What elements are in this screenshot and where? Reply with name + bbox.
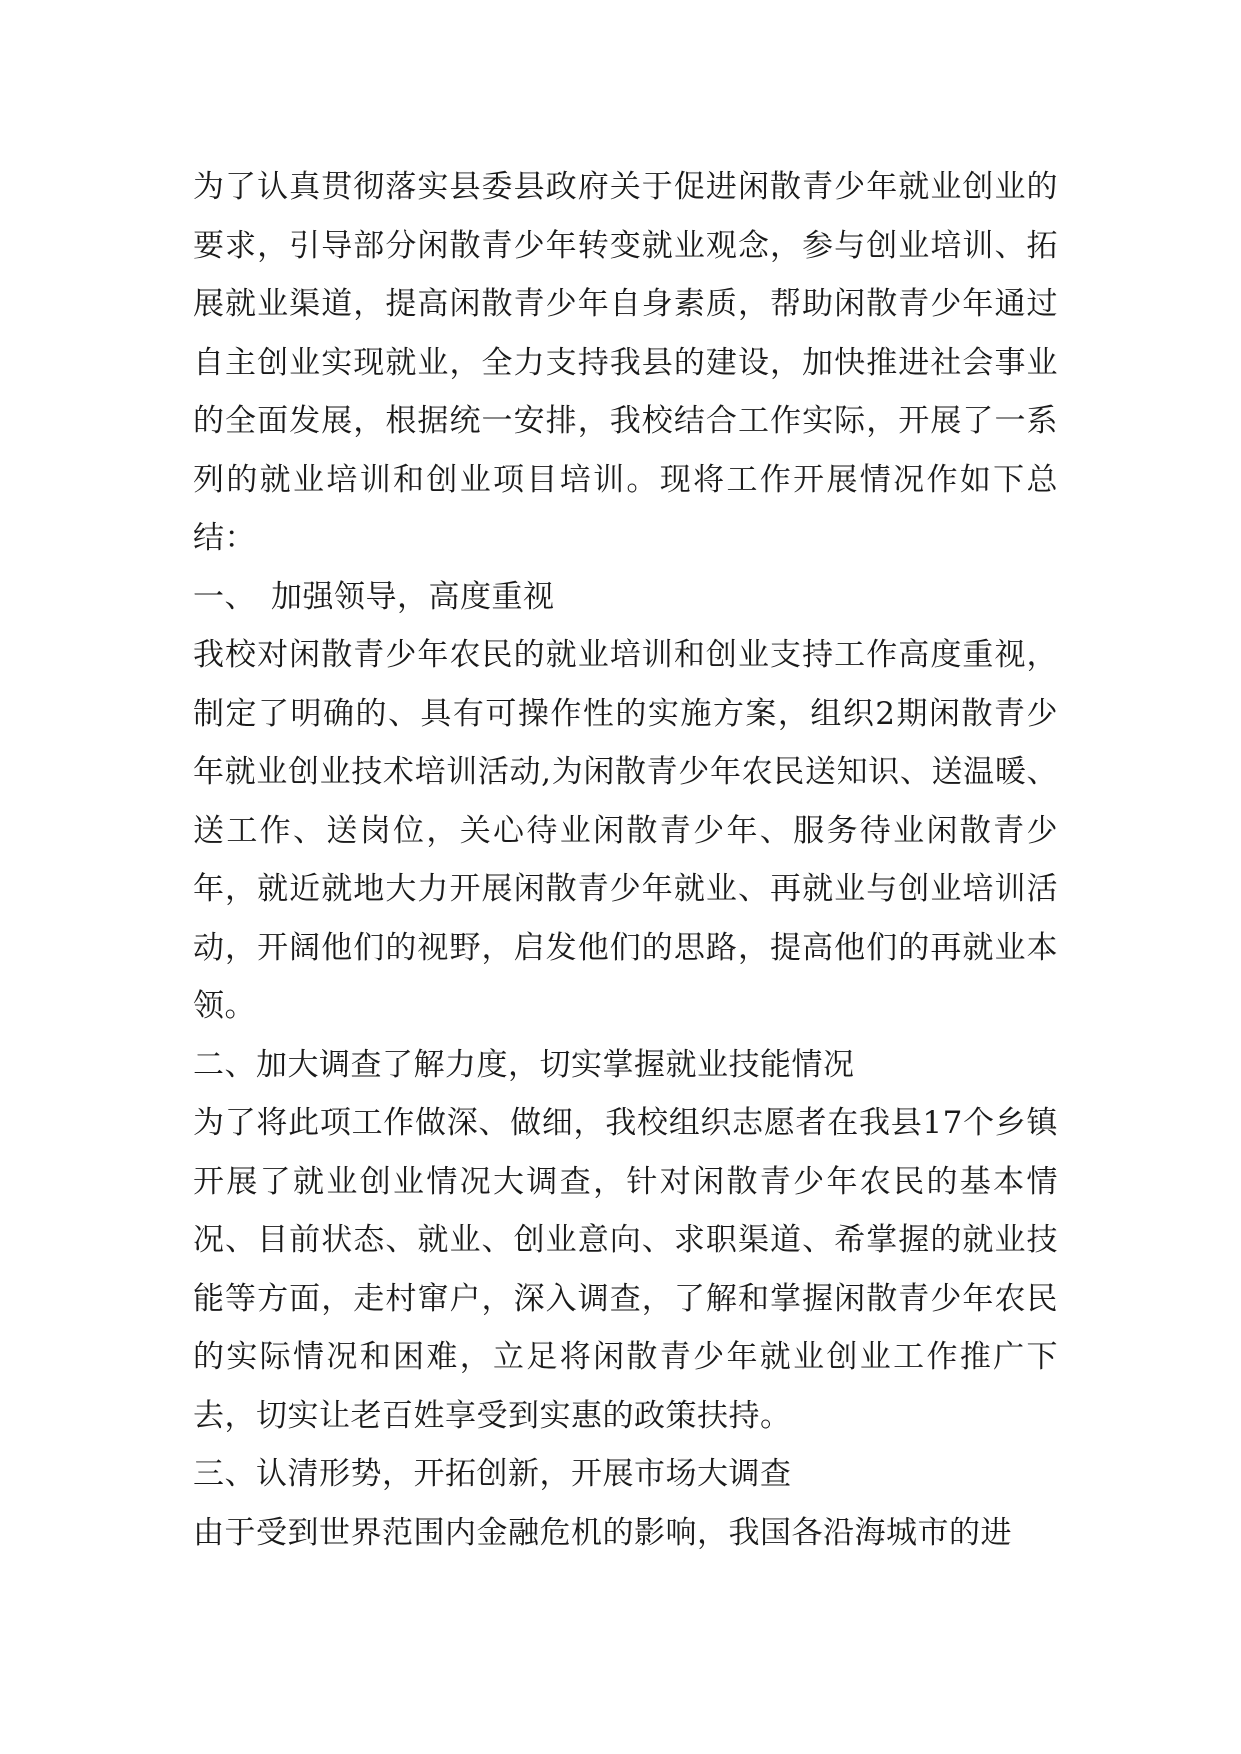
section-heading-1 [193, 568, 1058, 627]
section-number-3: 三、 [193, 1456, 256, 1492]
section-heading-3 [193, 1445, 1058, 1504]
section-number-1: 一、 [193, 578, 256, 615]
section-title-2: 加大调查了解力度，切实掌握就业技能情况 [256, 1046, 855, 1083]
section-3-paragraph: 由于受到世界范围内金融危机的影响，我国各沿海城市的进 [193, 1514, 1012, 1551]
section-number-2: 二、 [193, 1046, 256, 1083]
document-body [193, 158, 1058, 1562]
section-title-3: 认清形势，开拓创新，开展市场大调查 [256, 1456, 792, 1492]
section-heading-2 [193, 1036, 1058, 1095]
intro-paragraph: 为了认真贯彻落实县委县政府关于促进闲散青少年就业创业的要求，引导部分闲散青少年转变就业观念，参与创业培训、拓展就业渠道，提高闲散青少年自身素质，帮助闲散青少年通过自主创业实现就业，全力支持我县的建设，加快推进社会事业的全面发展，根据统一安排，我校结合工作实际，开展了一系列的就业培训和创业项目培训。现将工作开展情况作如下总结： [193, 169, 1058, 556]
section-title-1: 加强领导，高度重视 [271, 578, 555, 615]
section-1-paragraph: 我校对闲散青少年农民的就业培训和创业支持工作高度重视，制定了明确的、具有可操作性的实施方案，组织2期闲散青少年就业创业技术培训活动,为闲散青少年农民送知识、送温暖、送工作、送岗位，关心待业闲散青少年、服务待业闲散青少年，就近就地大力开展闲散青少年就业、再就业与创业培训活动，开阔他们的视野，启发他们的思路，提高他们的再就业本领。 [193, 637, 1058, 1024]
section-2-paragraph: 为了将此项工作做深、做细，我校组织志愿者在我县17个乡镇开展了就业创业情况大调查，针对闲散青少年农民的基本情况、目前状态、就业、创业意向、求职渠道、希掌握的就业技能等方面，走村窜户，深入调查，了解和掌握闲散青少年农民的实际情况和困难，立足将闲散青少年就业创业工作推广下去，切实让老百姓享受到实惠的政策扶持。 [193, 1105, 1058, 1434]
